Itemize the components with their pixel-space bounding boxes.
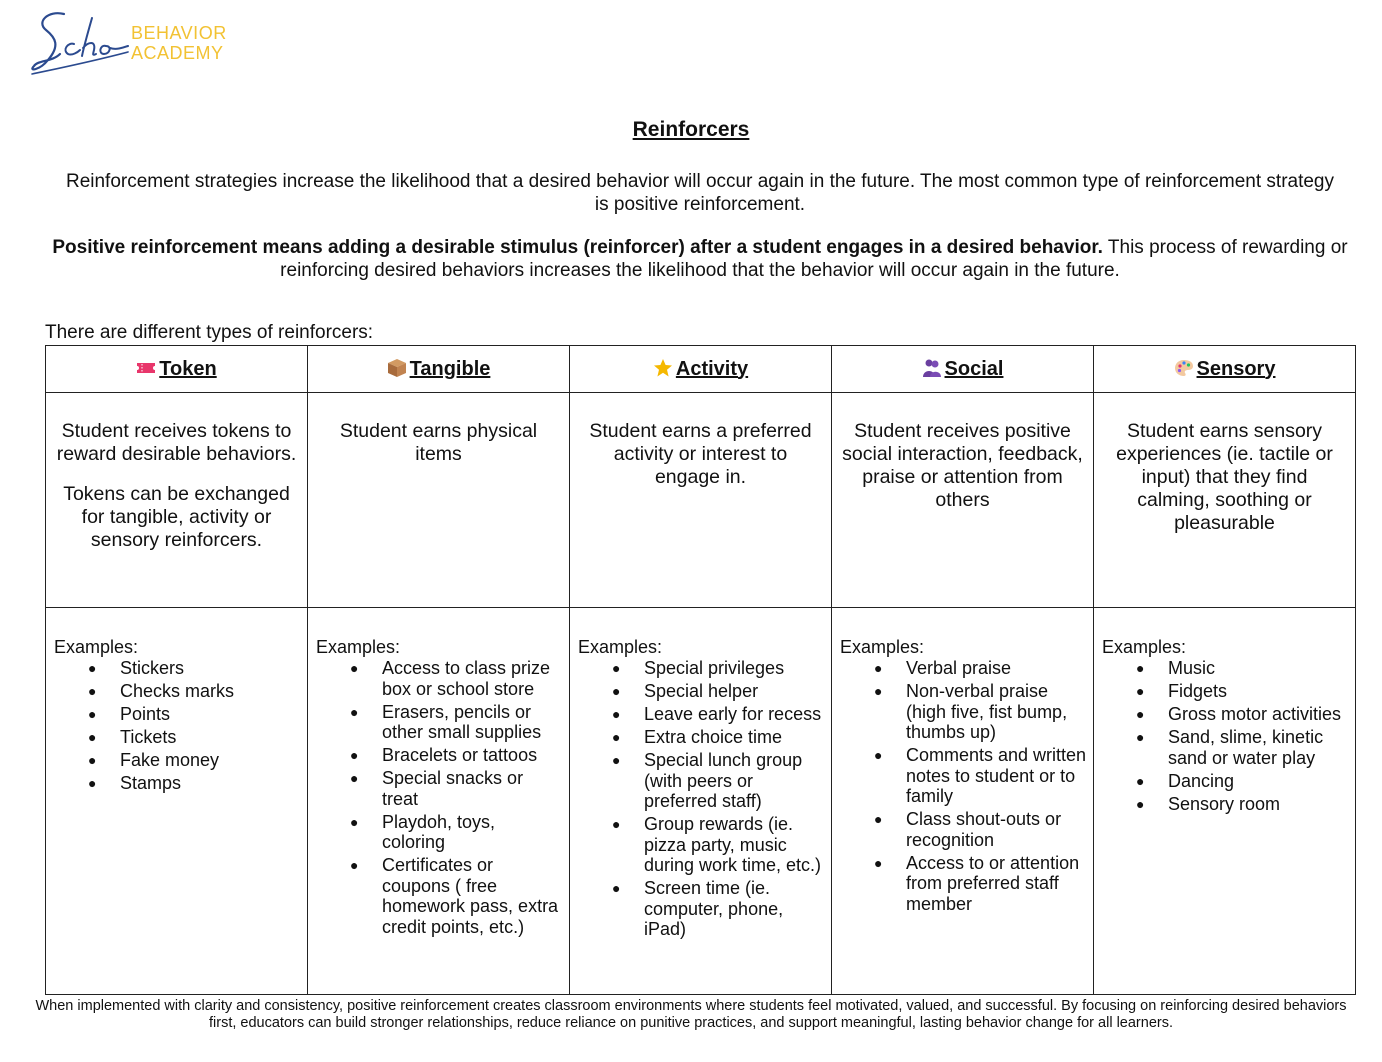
desc-token-text-2: Tokens can be exchanged for tangible, activity or sensory reinforcers. [63, 483, 290, 551]
footer-note: When implemented with clarity and consistency, positive reinforcement creates classroom environments where students feel motivated, valued, and successful. By focusing on reinforcing desired behaviors first, educators can build stronger relationships, reduce reliance on punitive practices, and support meaningful, lasting behavior change for all learners. [35, 998, 1347, 1031]
examples-list-sensory [1094, 658, 1355, 814]
header-tangible [308, 346, 570, 393]
script-logo-mark [30, 8, 130, 80]
people-icon [922, 358, 942, 378]
heading-sensory: Sensory [1196, 357, 1276, 380]
list-item: ● Dancing [1168, 771, 1349, 792]
list-item: ● Special lunch group (with peers or preferred staff) [644, 750, 825, 812]
examples-list-social [832, 658, 1093, 914]
desc-token-text-1: Student receives tokens to reward desirable behaviors. [56, 420, 297, 465]
header-token [46, 346, 308, 393]
header-sensory [1094, 346, 1356, 393]
examples-label: Examples: [54, 637, 139, 657]
list-item: ● Playdoh, toys, coloring [382, 812, 563, 853]
examples-label: Examples: [1102, 637, 1187, 657]
desc-sensory-text: Student earns sensory experiences (ie. tactile or input) that they find calming, soothing or pleasurable [1116, 420, 1333, 534]
definition-rest: This process of rewarding or reinforcing desired behaviors increases the likelihood that the behavior will occur again in the future. [280, 237, 1348, 281]
types-label: There are different types of reinforcers: [45, 322, 374, 343]
list-item: ● Leave early for recess [644, 704, 825, 725]
heading-activity: Activity [675, 357, 749, 380]
desc-social [832, 393, 1094, 608]
examples-list-tangible [308, 658, 569, 937]
desc-social-text: Student receives positive social interaction, feedback, praise or attention from others [842, 420, 1083, 511]
list-item: ● Access to class prize box or school store [382, 658, 563, 699]
brand-line1: BEHAVIOR [131, 23, 227, 43]
table-description-row [46, 393, 1356, 608]
list-item: ● Certificates or coupons ( free homework pass, extra credit points, etc.) [382, 855, 563, 937]
examples-activity [570, 608, 832, 995]
list-item: ● Non-verbal praise (high five, fist bump, thumbs up) [906, 681, 1087, 743]
list-item: ● Sensory room [1168, 794, 1349, 815]
list-item: ● Special snacks or treat [382, 768, 563, 809]
examples-sensory [1094, 608, 1356, 995]
table-header-row [46, 346, 1356, 393]
list-item: ● Group rewards (ie. pizza party, music during work time, etc.) [644, 814, 825, 876]
desc-tangible-text: Student earns physical items [339, 420, 538, 465]
star-icon [653, 358, 673, 378]
desc-sensory [1094, 393, 1356, 608]
table-examples-row [46, 608, 1356, 995]
list-item: ● Special privileges [644, 658, 825, 679]
intro-paragraph: Reinforcement strategies increase the likelihood that a desired behavior will occur again in the future. The most common type of reinforcement strategy is positive reinforcement. [65, 171, 1335, 215]
desc-tangible [308, 393, 570, 608]
brand-line2: ACADEMY [131, 43, 224, 63]
list-item: ● Fake money [120, 750, 301, 771]
desc-activity [570, 393, 832, 608]
list-item: ● Gross motor activities [1168, 704, 1349, 725]
list-item: ● Erasers, pencils or other small supplies [382, 702, 563, 743]
examples-label: Examples: [316, 637, 401, 657]
list-item: ● Stamps [120, 773, 301, 794]
list-item: ● Fidgets [1168, 681, 1349, 702]
list-item: ● Checks marks [120, 681, 301, 702]
list-item: ● Special helper [644, 681, 825, 702]
heading-tangible: Tangible [409, 357, 491, 380]
header-activity [570, 346, 832, 393]
list-item: ● Tickets [120, 727, 301, 748]
desc-token [46, 393, 308, 608]
definition-paragraph [40, 236, 1360, 282]
examples-token [46, 608, 308, 995]
list-item: ● Extra choice time [644, 727, 825, 748]
examples-social [832, 608, 1094, 995]
desc-activity-text: Student earns a preferred activity or interest to engage in. [589, 420, 812, 488]
package-icon [387, 358, 407, 378]
list-item: ● Screen time (ie. computer, phone, iPad) [644, 878, 825, 940]
list-item: ● Sand, slime, kinetic sand or water play [1168, 727, 1349, 768]
definition-bold: Positive reinforcement means adding a desirable stimulus (reinforcer) after a student engages in a desired behavior. [52, 237, 1103, 258]
header-social [832, 346, 1094, 393]
brand-logo [30, 8, 230, 80]
list-item: ● Points [120, 704, 301, 725]
list-item: ● Bracelets or tattoos [382, 745, 563, 766]
list-item: ● Stickers [120, 658, 301, 679]
list-item: ● Access to or attention from preferred staff member [906, 853, 1087, 915]
examples-tangible [308, 608, 570, 995]
examples-list-activity [570, 658, 831, 940]
examples-label: Examples: [840, 637, 925, 657]
list-item: ● Verbal praise [906, 658, 1087, 679]
reinforcers-table [45, 345, 1356, 995]
heading-social: Social [944, 357, 1004, 380]
list-item: ● Music [1168, 658, 1349, 679]
examples-label: Examples: [578, 637, 663, 657]
examples-list-token [46, 658, 307, 794]
list-item: ● Class shout-outs or recognition [906, 809, 1087, 850]
heading-token: Token [159, 357, 217, 380]
page-title: Reinforcers [632, 118, 750, 141]
ticket-icon [136, 358, 156, 378]
palette-icon [1174, 358, 1194, 378]
list-item: ● Comments and written notes to student or to family [906, 745, 1087, 807]
